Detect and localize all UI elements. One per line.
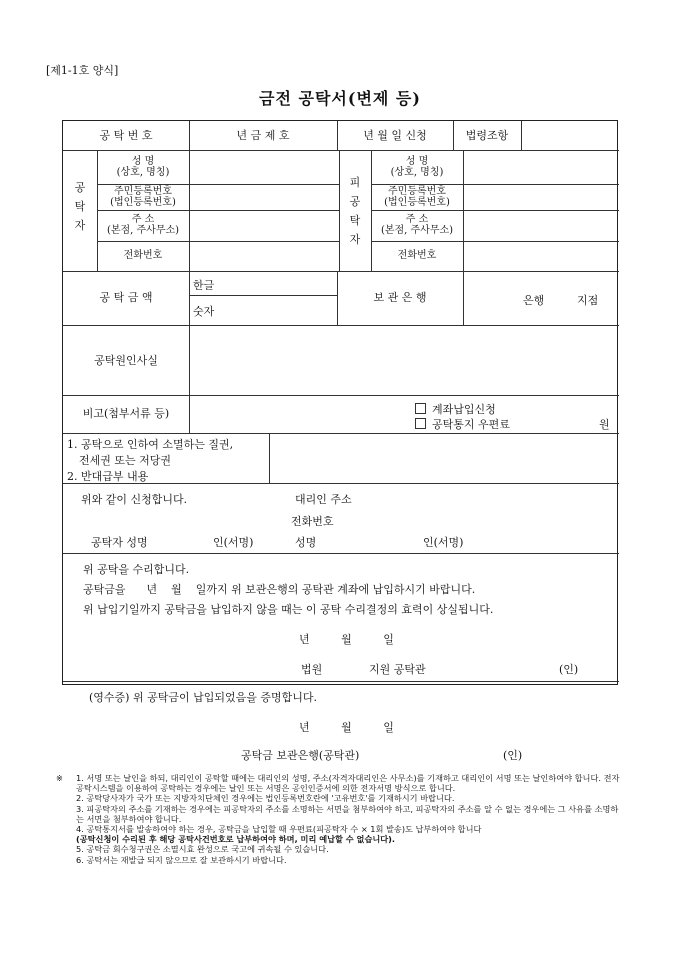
branch-suffix: 지점	[577, 294, 599, 307]
note-3: 3. 피공탁자의 주소를 기재하는 경우에는 피공탁자의 주소를 소명하는 서면을 첨부하여야 하고, 피공탁자의 주소를 알 수 없는 경우에는 그 사유를 소명하는 서면을 첨부하여야 합니다.	[76, 803, 619, 824]
notice-postage-option[interactable]: 공탁통지 우편료	[415, 416, 510, 432]
note-4: 4. 공탁통지서를 발송하여야 하는 경우, 공탁금을 납입할 때 우편료(피공탁자 수 × 1회 발송)도 납부하여야 합니다	[76, 824, 482, 835]
remarks-label: 비고(첨부서류 등)	[82, 407, 170, 420]
amount-label: 공 탁 금 액	[99, 291, 153, 304]
receipt-date: 년 월 일	[299, 721, 394, 734]
account-deposit-option[interactable]: 계좌납입신청	[415, 401, 496, 417]
agent-address-label: 대리인 주소	[295, 493, 352, 506]
depositor-signature-label: 공탁자 성명	[91, 536, 148, 549]
cause-label: 공탁원인사실	[94, 354, 158, 367]
bank-suffix: 은행	[523, 294, 545, 307]
payee-side-label: 피 공 탁 자	[349, 176, 361, 246]
agent-seal: 인(서명)	[423, 536, 464, 549]
notice-postage-checkbox[interactable]	[415, 418, 426, 429]
payee-phone-label: 전화번호	[397, 250, 437, 261]
deposit-number-value: 년 금 제 호	[236, 129, 290, 142]
note-5: 5. 공탁금 회수청구권은 소멸시효 완성으로 국고에 귀속될 수 있습니다.	[76, 844, 329, 855]
agent-phone-label: 전화번호	[291, 515, 334, 528]
agent-name-label: 성명	[295, 536, 317, 549]
application-date-label: 년 월 일 신청	[363, 129, 427, 142]
depositor-address-label: 주 소 (본점, 주사무소)	[106, 214, 180, 236]
extinguish-line1: 1. 공탁으로 인하여 소멸하는 질권,	[67, 438, 234, 451]
payee-rrn-label: 주민등록번호 (법인등록번호)	[384, 186, 450, 208]
amount-korean-label: 한글	[193, 279, 215, 292]
depositor-name-label: 성 명 (상호, 명칭)	[116, 156, 170, 178]
deposit-form-table	[62, 120, 618, 762]
extinguish-line3: 2. 반대급부 내용	[67, 470, 149, 483]
acceptance-line1: 위 공탁을 수리합니다.	[83, 563, 190, 576]
note-1: 1. 서명 또는 날인을 하되, 대리인이 공탁할 때에는 대리인의 성명, 주소(자격자대리인은 사무소)를 기재하고 대리인이 서명 또는 날인하여야 합니다. 전자공탁시스템을 이용하여 공탁하는 경우에는 날인 또는 서명은 공인인증서에 의한 전자서명 방식으로 합니다.	[76, 773, 620, 794]
note-star: ※	[56, 773, 63, 783]
payee-name-label: 성 명 (상호, 명칭)	[390, 156, 444, 178]
postage-won: 원	[599, 418, 610, 431]
account-deposit-checkbox[interactable]	[415, 403, 426, 414]
acceptance-line3: 위 납입기일까지 공탁금을 납입하지 않을 때는 이 공탁 수리결정의 효력이 상실됩니다.	[83, 603, 494, 616]
law-article-label: 법령조항	[465, 129, 509, 142]
depositor-rrn-label: 주민등록번호 (법인등록번호)	[110, 186, 176, 208]
receipt-bank: 공탁금 보관은행(공탁관)	[241, 749, 360, 762]
receipt-line: (영수증) 위 공탁금이 납입되었음을 증명합니다.	[89, 691, 317, 704]
footnotes	[56, 773, 622, 865]
extinguish-line2: 전세권 또는 저당권	[79, 454, 172, 467]
application-statement: 위와 같이 신청합니다.	[81, 493, 188, 506]
acceptance-court: 법원	[301, 663, 323, 676]
form-id: [제1-1호 양식]	[46, 64, 119, 77]
receipt-seal: (인)	[503, 749, 523, 762]
acceptance-seal: (인)	[559, 663, 579, 676]
bank-label: 보 관 은 행	[373, 291, 427, 304]
depositor-seal: 인(서명)	[213, 536, 254, 549]
acceptance-date: 년 월 일	[299, 633, 394, 646]
note-4-bold: (공탁신청이 수리된 후 해당 공탁사건번호로 납부하여야 하며, 미리 예납할 수 없습니다).	[76, 834, 396, 845]
page-title: 금전 공탁서(변제 등)	[259, 89, 421, 108]
acceptance-officer: 지원 공탁관	[369, 663, 426, 676]
note-2: 2. 공탁당사자가 국가 또는 지방자치단체인 경우에는 법인등록번호란에 '고유번호'를 기재하시기 바랍니다.	[76, 793, 455, 804]
depositor-phone-label: 전화번호	[123, 250, 163, 261]
payee-address-label: 주 소 (본점, 주사무소)	[380, 214, 454, 236]
deposit-number-label: 공 탁 번 호	[99, 129, 153, 142]
note-6: 6. 공탁서는 재발급 되지 않으므로 잘 보관하시기 바랍니다.	[76, 854, 287, 865]
acceptance-line2: 공탁금을 년 월 일까지 위 보관은행의 공탁관 계좌에 납입하시기 바랍니다.	[83, 583, 476, 596]
amount-number-label: 숫자	[193, 305, 215, 318]
depositor-side-label: 공 탁 자	[74, 181, 86, 232]
